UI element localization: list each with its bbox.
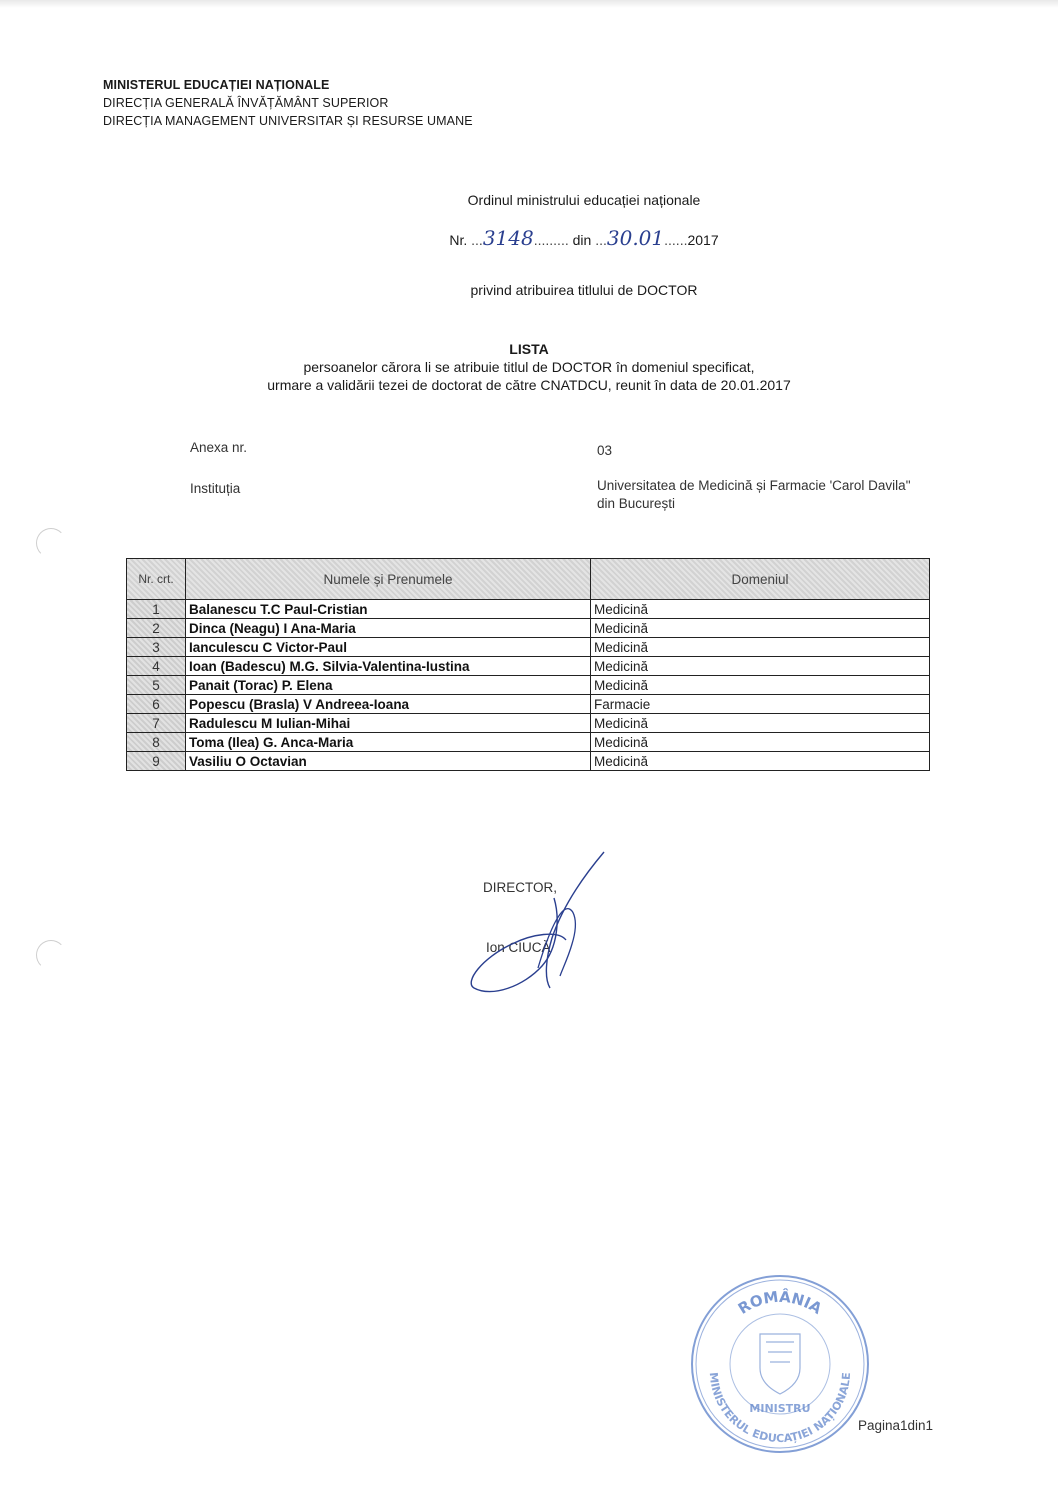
row-domain: Medicină: [591, 619, 930, 638]
row-name: Vasiliu O Octavian: [186, 752, 591, 771]
row-domain: Medicină: [591, 733, 930, 752]
anexa-value: 03: [597, 443, 613, 458]
row-nr: 1: [127, 600, 186, 619]
row-name: Dinca (Neagu) I Ana-Maria: [186, 619, 591, 638]
stamp-center-text: MINISTRU: [749, 1402, 811, 1415]
order-year: 2017: [687, 232, 719, 248]
institutia-label: Instituția: [190, 481, 241, 496]
row-domain: Medicină: [591, 600, 930, 619]
svg-text:ROMÂNIA: [735, 1287, 826, 1318]
row-name: Panait (Torac) P. Elena: [186, 676, 591, 695]
lista-line-1: persoanelor cărora li se atribuie titlul de DOCTOR în domeniul specificat,: [303, 359, 755, 375]
nr-label: Nr.: [449, 232, 468, 248]
lista-block: [0, 340, 1058, 394]
row-nr: 2: [127, 619, 186, 638]
row-name: Balanescu T.C Paul-Cristian: [186, 600, 591, 619]
stamp-bottom-text: MINISTERUL EDUCAȚIEI NAȚIONALE: [706, 1371, 854, 1446]
row-domain: Medicină: [591, 638, 930, 657]
director-name: Ion CIUCĂ: [486, 940, 551, 955]
lista-line-2: urmare a validării tezei de doctorat de către CNATDCU, reunit în data de 20.01.2017: [267, 377, 791, 393]
table-header-row: [127, 559, 930, 600]
handwritten-order-date: 30.01: [606, 226, 665, 250]
scan-edge: [0, 0, 1058, 8]
table-row: [127, 695, 930, 714]
row-name: Toma (Ilea) G. Anca-Maria: [186, 733, 591, 752]
row-domain: Medicină: [591, 657, 930, 676]
row-domain: Farmacie: [591, 695, 930, 714]
row-nr: 7: [127, 714, 186, 733]
row-domain: Medicină: [591, 676, 930, 695]
col-header-nr: Nr. crt.: [127, 559, 186, 600]
table-row: [127, 600, 930, 619]
anexa-label: Anexa nr.: [190, 440, 248, 455]
table-row: [127, 752, 930, 771]
lista-title: LISTA: [509, 341, 549, 357]
director-title: DIRECTOR,: [483, 880, 558, 895]
row-name: Popescu (Brasla) V Andreea-Ioana: [186, 695, 591, 714]
row-nr: 8: [127, 733, 186, 752]
punch-hole-bottom: [36, 940, 66, 970]
table-row: [127, 619, 930, 638]
doctor-list-table: [126, 558, 930, 771]
row-nr: 4: [127, 657, 186, 676]
stamp-top-text: ROMÂNIA: [734, 1287, 826, 1318]
row-nr: 3: [127, 638, 186, 657]
order-title: Ordinul ministrului educației naționale: [467, 192, 701, 208]
handwritten-signature: [462, 848, 612, 998]
header-line-3: DIRECȚIA MANAGEMENT UNIVERSITAR ȘI RESURSE UMANE: [103, 114, 473, 128]
col-header-domain: Domeniul: [591, 559, 930, 600]
header-line-1: MINISTERUL EDUCAȚIEI NAȚIONALE: [103, 78, 330, 92]
row-nr: 6: [127, 695, 186, 714]
header-line-2: DIRECȚIA GENERALĂ ÎNVĂȚĂMÂNT SUPERIOR: [103, 96, 389, 110]
row-name: Ianculescu C Victor-Paul: [186, 638, 591, 657]
col-header-name: Numele și Prenumele: [186, 559, 591, 600]
institutia-value: Universitatea de Medicină și Farmacie 'Carol Davila" din București: [597, 478, 911, 511]
row-nr: 9: [127, 752, 186, 771]
row-name: Ioan (Badescu) M.G. Silvia-Valentina-Iustina: [186, 657, 591, 676]
row-domain: Medicină: [591, 752, 930, 771]
table-row: [127, 733, 930, 752]
ministry-stamp: [688, 1272, 872, 1456]
handwritten-order-number: 3148: [482, 226, 534, 250]
order-number-line: Nr. ...3148......... din ...30.01......2017: [449, 226, 719, 250]
table-row: [127, 676, 930, 695]
row-name: Radulescu M Iulian-Mihai: [186, 714, 591, 733]
row-nr: 5: [127, 676, 186, 695]
table-row: [127, 638, 930, 657]
order-subject: privind atribuirea titlului de DOCTOR: [470, 282, 698, 298]
din-label: din: [572, 232, 592, 248]
row-domain: Medicină: [591, 714, 930, 733]
punch-hole-top: [36, 528, 66, 558]
page-number: Pagina1din1: [858, 1418, 934, 1433]
table-row: [127, 657, 930, 676]
table-row: [127, 714, 930, 733]
ministry-header: [103, 76, 473, 130]
